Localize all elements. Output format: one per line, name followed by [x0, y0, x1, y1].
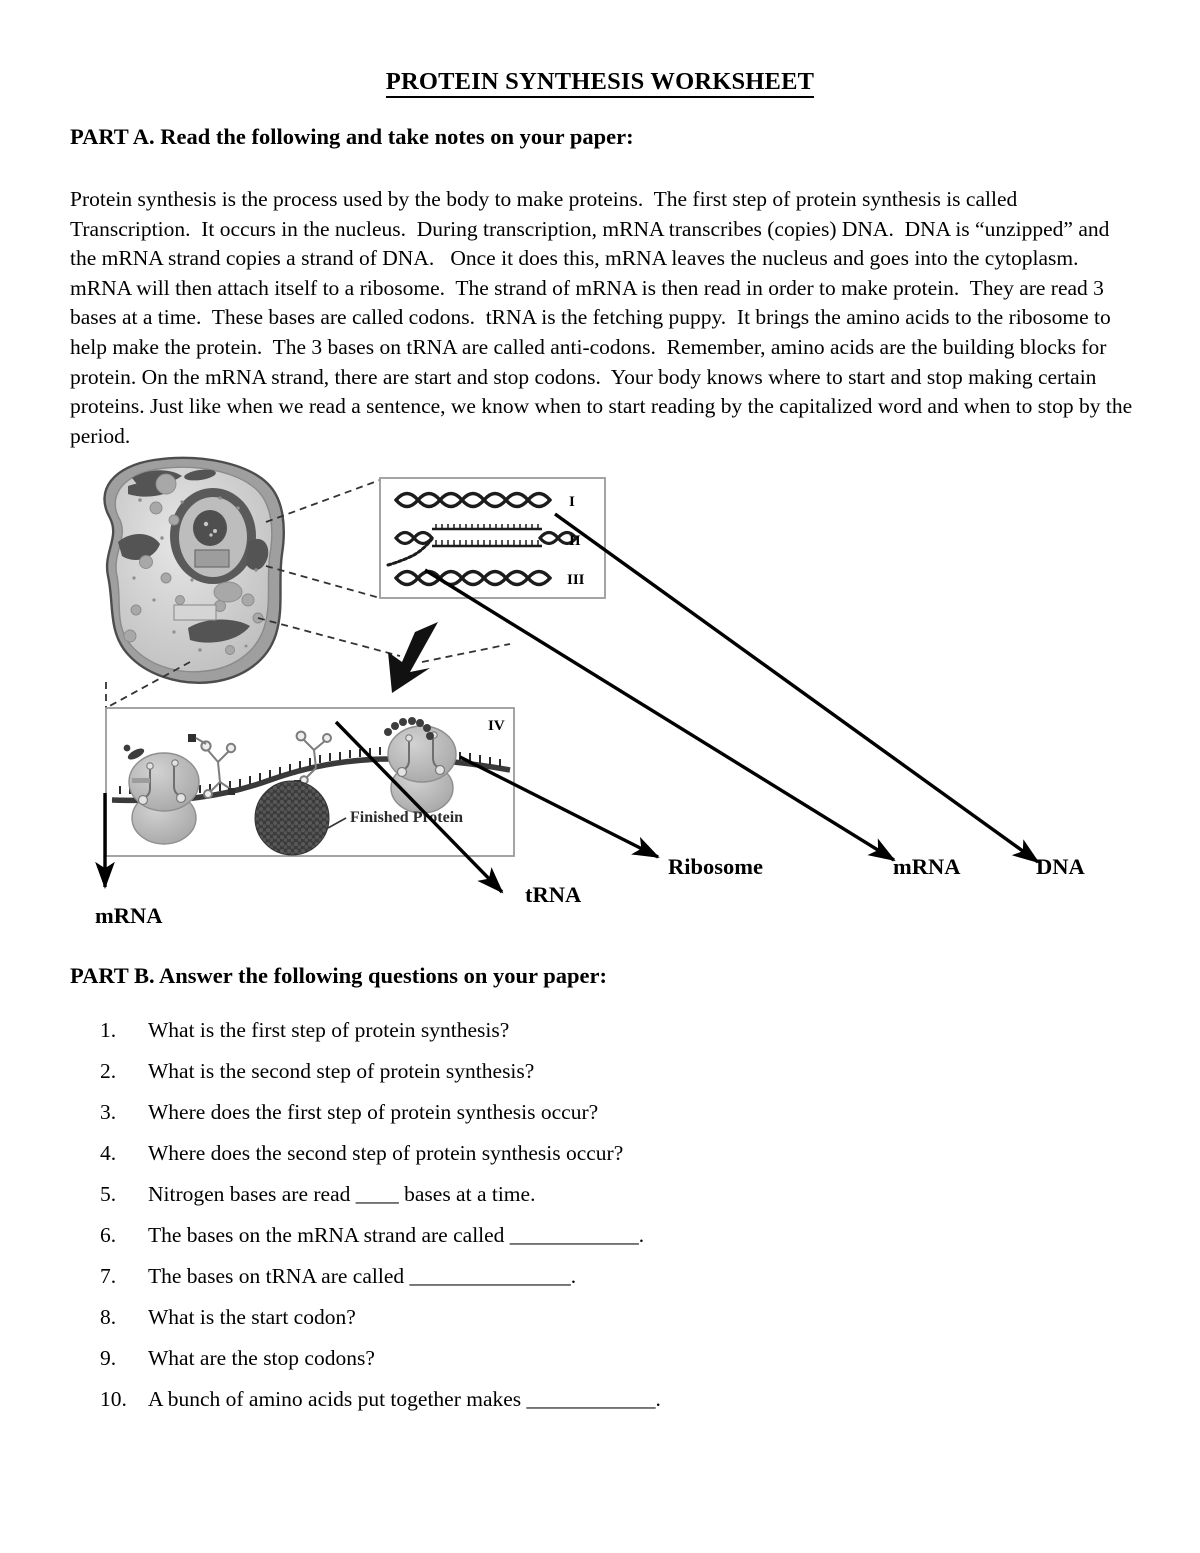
- cytoplasm-region-marker: [174, 605, 216, 620]
- question-number-3: 3.: [100, 1100, 117, 1124]
- questions-list: [100, 1018, 880, 1428]
- question-text-4: Where does the second step of protein synthesis occur?: [148, 1141, 624, 1165]
- question-item-8: [100, 1305, 880, 1346]
- question-text-2: What is the second step of protein synthesis?: [148, 1059, 535, 1083]
- process-flow-arrow: [388, 622, 438, 693]
- question-item-10: [100, 1387, 880, 1428]
- question-number-8: 8.: [100, 1305, 117, 1329]
- question-number-5: 5.: [100, 1182, 117, 1206]
- callout-label-mrna-left: mRNA: [95, 903, 163, 928]
- question-text-3: Where does the first step of protein synthesis occur?: [148, 1100, 599, 1124]
- arrow-to-dna: [555, 514, 1038, 862]
- question-text-6: The bases on the mRNA strand are called ____________.: [148, 1223, 645, 1247]
- page-title-text: PROTEIN SYNTHESIS WORKSHEET: [386, 68, 814, 98]
- dna-strand-label-II: II: [569, 533, 581, 549]
- question-number-2: 2.: [100, 1059, 117, 1083]
- question-text-5: Nitrogen bases are read ____ bases at a time.: [148, 1182, 536, 1206]
- part-b-heading: PART B. Answer the following questions on your paper:: [70, 963, 607, 988]
- question-number-9: 9.: [100, 1346, 117, 1370]
- dna-inset-box: [380, 478, 605, 598]
- translation-box-label-IV: IV: [488, 718, 505, 734]
- question-text-8: What is the start codon?: [148, 1305, 356, 1329]
- question-item-5: [100, 1182, 880, 1223]
- translation-inset-box: [106, 708, 514, 856]
- finished-protein: [255, 781, 329, 855]
- finished-protein-label: Finished Protein: [350, 809, 464, 826]
- question-item-1: [100, 1018, 880, 1059]
- question-item-2: [100, 1059, 880, 1100]
- question-number-10: 10.: [100, 1387, 127, 1411]
- part-a-heading: PART A. Read the following and take notes on your paper:: [70, 124, 634, 149]
- dna-strand-label-III: III: [567, 572, 585, 588]
- cell-illustration: [104, 458, 283, 683]
- callout-label-ribosome: Ribosome: [668, 854, 763, 879]
- question-item-4: [100, 1141, 880, 1182]
- question-item-7: [100, 1264, 880, 1305]
- question-number-4: 4.: [100, 1141, 117, 1165]
- question-item-3: [100, 1100, 880, 1141]
- question-text-10: A bunch of amino acids put together makes ____________.: [148, 1387, 661, 1411]
- dna-strand-label-I: I: [569, 494, 575, 510]
- part-a-paragraph: Protein synthesis is the process used by the body to make proteins. The first step of protein synthesis is called Transcription. It occurs in the nucleus. During transcription, mRNA transcribes (copies) DNA. DNA is “unzipped” and the mRNA strand copies a strand of DNA. Once it does this, mRNA leaves the nucleus and goes into the cytoplasm. mRNA will then attach itself to a ribosome. The strand of mRNA is then read in order to make protein. They are read 3 bases at a time. These bases are called codons. tRNA is the fetching puppy. It brings the amino acids to the ribosome to help make the protein. The 3 bases on tRNA are called anti-codons. Remember, amino acids are the building blocks for protein. On the mRNA strand, there are start and stop codons. Your body knows where to start and stop making certain proteins. Just like when we read a sentence, we know when to start reading by the capitalized word and when to stop by the period.: [70, 187, 1138, 448]
- question-number-6: 6.: [100, 1223, 117, 1247]
- question-text-9: What are the stop codons?: [148, 1346, 375, 1370]
- question-number-7: 7.: [100, 1264, 117, 1288]
- callout-label-dna: DNA: [1036, 854, 1085, 879]
- question-text-1: What is the first step of protein synthesis?: [148, 1018, 510, 1042]
- protein-synthesis-figure: [70, 450, 1135, 950]
- page-title: [0, 68, 1200, 96]
- question-item-9: [100, 1346, 880, 1387]
- question-text-7: The bases on tRNA are called _______________.: [148, 1264, 577, 1288]
- question-item-6: [100, 1223, 880, 1264]
- callout-label-trna: tRNA: [525, 882, 582, 907]
- callout-label-mrna-right: mRNA: [893, 854, 961, 879]
- question-number-1: 1.: [100, 1018, 117, 1042]
